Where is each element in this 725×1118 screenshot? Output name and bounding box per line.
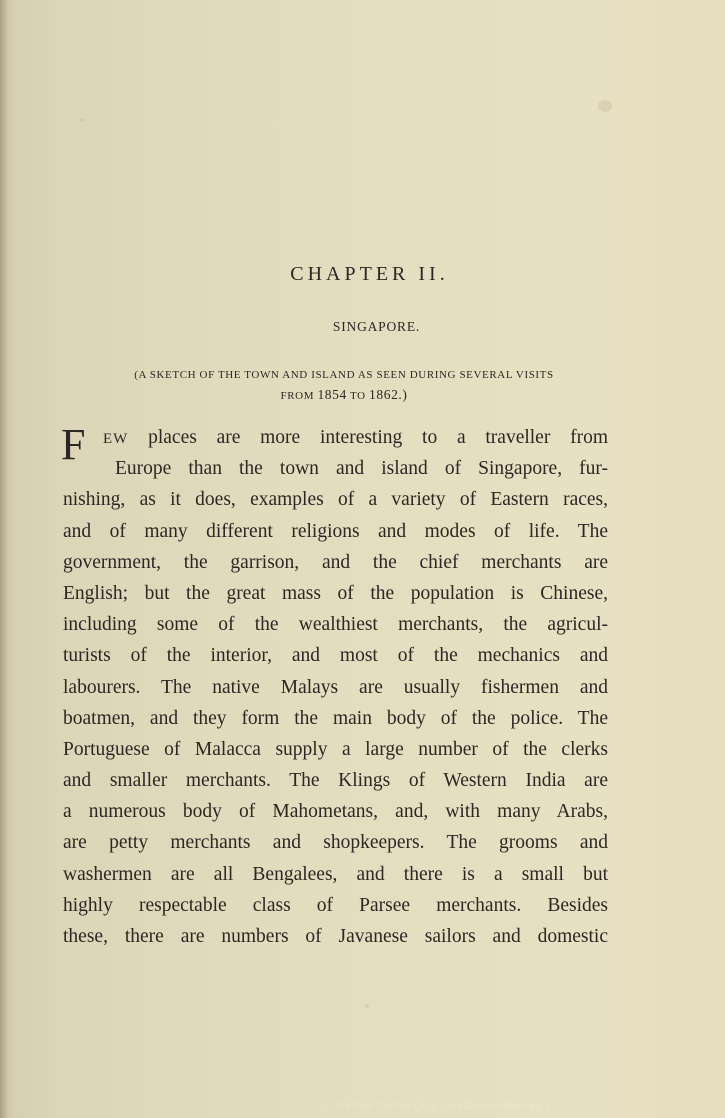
text-line-content: turists of the interior, and most of the mechanics and bbox=[63, 645, 608, 667]
epigraph-line-1: (A SKETCH OF THE TOWN AND ISLAND AS SEEN DURING SEVERAL VISITS bbox=[134, 369, 554, 381]
text-line-content: English; but the great mass of the population is Chinese, bbox=[63, 582, 608, 604]
text-line bbox=[63, 796, 608, 827]
text-line-content: these, there are numbers of Javanese sailors and domestic bbox=[63, 926, 608, 947]
text-line bbox=[63, 609, 608, 640]
text-line bbox=[63, 765, 608, 796]
text-line bbox=[63, 703, 608, 734]
epigraph-year-end: 1862.) bbox=[369, 387, 408, 402]
text-line-content: are petty merchants and shopkeepers. The grooms and bbox=[63, 832, 608, 854]
text-line-content: Portuguese of Malacca supply a large number of the clerks bbox=[63, 738, 608, 760]
text-line-content: and of many different religions and modes of life. The bbox=[63, 520, 608, 542]
epigraph-line-2 bbox=[74, 385, 614, 406]
text-line-content: places are more interesting to a traveller from bbox=[128, 427, 608, 448]
chapter-epigraph bbox=[74, 366, 614, 406]
text-line bbox=[63, 921, 608, 952]
epigraph-from: FROM bbox=[280, 390, 318, 402]
text-line bbox=[63, 890, 608, 921]
paper-stain bbox=[365, 1004, 369, 1008]
text-line-content: including some of the wealthiest merchants, the agricul- bbox=[63, 614, 608, 636]
paper-stain bbox=[598, 100, 612, 112]
text-line bbox=[63, 859, 608, 890]
text-line bbox=[63, 640, 608, 671]
text-line bbox=[63, 453, 608, 484]
copyright-watermark: © Wallace Online (http://wallace-online.org/) bbox=[322, 1098, 550, 1112]
text-line bbox=[63, 578, 608, 609]
text-line-content: highly respectable class of Parsee merchants. Besides bbox=[63, 894, 608, 916]
text-line-content: labourers. The native Malays are usually fishermen and bbox=[63, 676, 608, 698]
gutter-shadow bbox=[0, 0, 8, 1118]
text-line-content: a numerous body of Mahometans, and, with many Arabs, bbox=[63, 801, 608, 823]
text-line bbox=[63, 827, 608, 858]
text-line-content: and smaller merchants. The Klings of Western India are bbox=[63, 770, 608, 792]
drop-cap: F bbox=[61, 420, 86, 469]
text-line bbox=[63, 516, 608, 547]
text-line-content: washermen are all Bengalees, and there is a small but bbox=[63, 863, 608, 885]
text-line-content: government, the garrison, and the chief merchants are bbox=[63, 551, 608, 573]
body-paragraph bbox=[63, 422, 608, 952]
text-line bbox=[63, 547, 608, 578]
text-line bbox=[63, 484, 608, 515]
chapter-title: CHAPTER II. bbox=[290, 263, 449, 285]
text-line bbox=[63, 422, 608, 453]
first-word-smallcaps: EW bbox=[103, 431, 129, 447]
text-line bbox=[63, 734, 608, 765]
epigraph-to: TO bbox=[346, 390, 370, 402]
text-line-content: Europe than the town and island of Singapore, fur- bbox=[115, 458, 608, 480]
text-line-content: nishing, as it does, examples of a variety of Eastern races, bbox=[63, 489, 608, 511]
epigraph-year-start: 1854 bbox=[317, 387, 347, 402]
text-line-content: boatmen, and they form the main body of the police. The bbox=[63, 707, 608, 729]
text-line bbox=[63, 672, 608, 703]
chapter-subtitle: SINGAPORE. bbox=[332, 319, 421, 334]
paper-stain bbox=[80, 118, 84, 122]
